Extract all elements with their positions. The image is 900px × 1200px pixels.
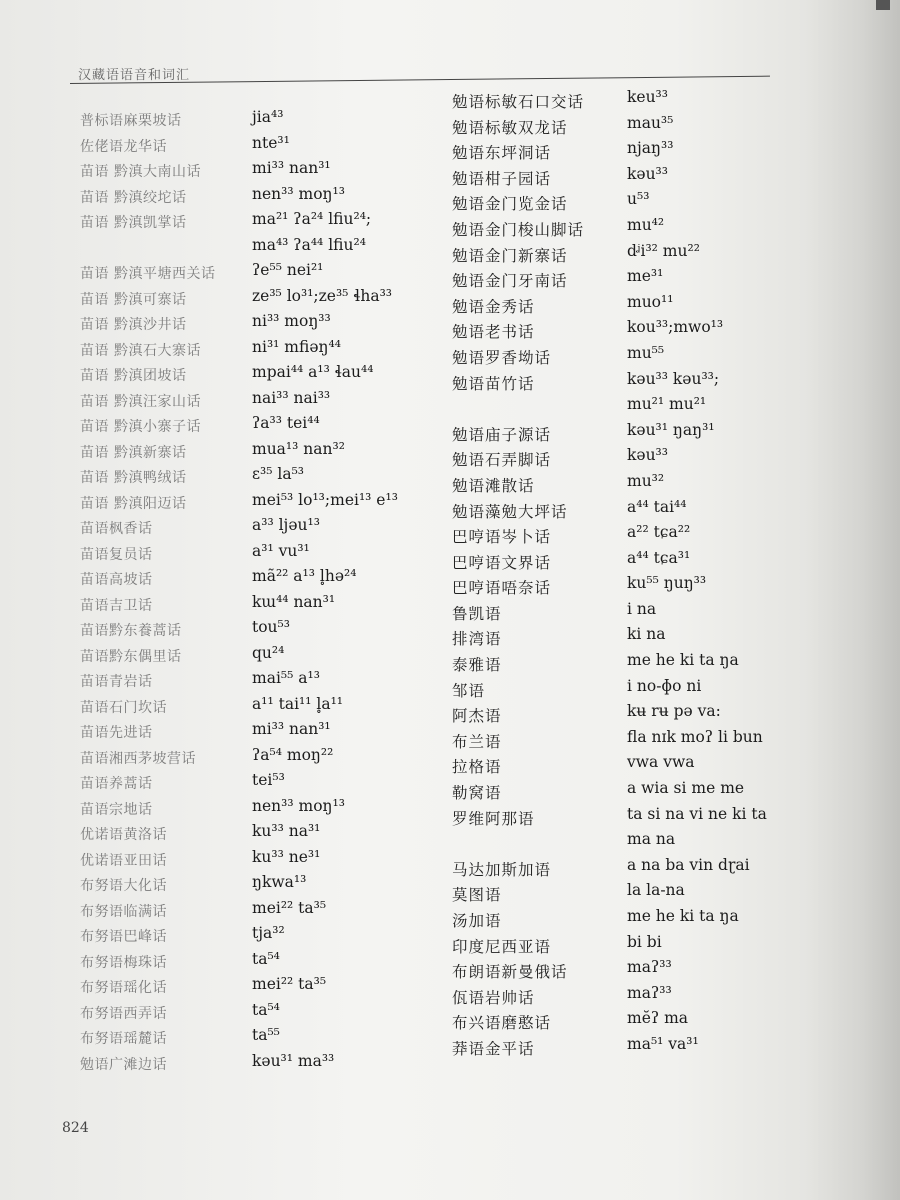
word-form: tja³²	[252, 924, 285, 942]
word-form: mu³²	[627, 471, 665, 490]
entry-row	[80, 926, 420, 952]
entry-row	[80, 110, 420, 136]
entry-row	[452, 164, 822, 193]
entry-row	[80, 875, 420, 901]
entry-row	[452, 960, 822, 986]
entry-row	[452, 241, 822, 270]
language-name: 苗语黔东偶里话	[80, 648, 182, 665]
word-form: me he ki ta ŋa	[627, 907, 739, 925]
word-form: mei²² ta³⁵	[252, 975, 327, 993]
language-name: 邹语	[452, 681, 486, 700]
entry-row	[80, 212, 420, 238]
entry-row	[80, 314, 420, 340]
word-form: i na	[627, 599, 657, 618]
entry-row	[452, 932, 822, 961]
right-column	[452, 90, 822, 1063]
language-name: 苗语 黔滇鸭绒话	[80, 470, 187, 486]
language-name: 普标语麻栗坡话	[80, 113, 182, 129]
entry-row	[452, 676, 822, 705]
language-name: 勉语苗竹话	[452, 374, 535, 393]
language-name: 勉语藻勉大坪话	[452, 502, 568, 521]
entry-row	[80, 620, 420, 646]
word-form: njaŋ³³	[627, 139, 674, 158]
language-name: 佐佬语龙华话	[80, 138, 167, 155]
entry-row	[452, 525, 822, 551]
word-form: mu²¹ mu²¹	[627, 395, 707, 414]
language-name: 勉语东坪洞话	[452, 144, 552, 163]
entry-row	[452, 292, 822, 321]
language-name: 阿杰语	[452, 707, 502, 726]
word-form: kəu³¹ ŋaŋ³¹	[627, 420, 715, 439]
language-name: 苗语湘西茅坡营话	[80, 750, 196, 767]
entry-row	[80, 490, 420, 519]
word-form: mu⁴²	[627, 215, 665, 234]
entry-row	[452, 141, 822, 167]
word-form: mau³⁵	[627, 113, 674, 132]
language-name: 布努语大化话	[80, 878, 167, 894]
entry-row	[80, 263, 420, 289]
entry-row	[80, 671, 420, 697]
language-name: 苗语高坡话	[80, 572, 153, 588]
language-name: 苗语 黔滇小寨子话	[80, 419, 201, 435]
word-form: bi bi	[627, 932, 662, 951]
language-name: 勉语柑子园话	[452, 169, 552, 188]
entry-row	[80, 796, 420, 825]
language-name: 布努语临满话	[80, 903, 167, 920]
word-form: kou³³;mwo¹³	[627, 318, 724, 337]
entry-row	[80, 133, 420, 162]
entry-row	[80, 898, 420, 927]
language-name: 勉语罗香坳话	[452, 348, 552, 367]
entry-row	[80, 722, 420, 748]
entry-row	[452, 192, 822, 218]
word-form: mã²² a¹³ l̥hə²⁴	[252, 567, 357, 585]
word-form: a³¹ vu³¹	[252, 541, 310, 560]
language-name: 佤语岩帅话	[452, 988, 535, 1007]
entry-row	[452, 397, 822, 423]
language-name: 巴哼语唔奈话	[452, 579, 552, 598]
language-name: 勉语金秀话	[452, 297, 535, 316]
word-form: mua¹³ nan³²	[252, 439, 345, 458]
language-name: 苗语石门坎话	[80, 699, 167, 716]
language-name: 勒窝语	[452, 784, 502, 803]
entry-row	[452, 471, 822, 500]
language-name: 勉语金门牙南话	[452, 272, 568, 291]
word-form: nen³³ moŋ¹³	[252, 184, 345, 203]
word-form: tou⁵³	[252, 618, 290, 636]
entry-row	[80, 824, 420, 850]
word-form: ma⁵¹ va³¹	[627, 1034, 699, 1053]
word-form: kəu³³ kəu³³;	[627, 369, 720, 388]
word-form: ma²¹ ʔa²⁴ lfiu²⁴;	[252, 210, 372, 228]
word-form: jia⁴³	[252, 108, 284, 126]
language-name: 巴哼语岑卜话	[452, 528, 552, 547]
language-name: 布努语瑶化话	[80, 980, 167, 996]
word-form: mei⁵³ lo¹³;mei¹³ e¹³	[252, 490, 398, 509]
word-form: ku³³ ne³¹	[252, 847, 321, 866]
word-form: me³¹	[627, 267, 664, 286]
language-name: 勉语滩散话	[452, 476, 535, 495]
word-form: mai⁵⁵ a¹³	[252, 669, 320, 687]
word-form: qu²⁴	[252, 643, 285, 662]
entry-row	[452, 855, 822, 884]
language-name: 优诺语亚田话	[80, 852, 167, 869]
word-form: kʉ rʉ pə va:	[627, 702, 721, 721]
word-form: a²² tɕa²²	[627, 523, 691, 542]
word-form: ɛ³⁵ la⁵³	[252, 465, 305, 483]
page-corner-mark	[876, 0, 890, 10]
language-name: 苗语先进话	[80, 725, 153, 741]
entry-row	[452, 420, 822, 449]
language-name: 苗语 黔滇平塘西关话	[80, 266, 216, 282]
entry-row	[80, 745, 420, 774]
language-name: 勉语标敏双龙话	[452, 118, 568, 137]
language-name: 排湾语	[452, 630, 502, 649]
word-form: maʔ³³	[627, 958, 672, 977]
word-form: ta⁵⁴	[252, 949, 280, 968]
entry-row	[80, 1028, 420, 1054]
language-name: 苗语 黔滇可寨话	[80, 291, 187, 308]
running-header: 汉藏语语音和词汇	[78, 68, 191, 83]
entry-row	[80, 1051, 420, 1080]
word-form: kəu³¹ ma³³	[252, 1051, 335, 1070]
word-form: ze³⁵ lo³¹;ze³⁵ ɬha³³	[252, 286, 393, 305]
entry-row	[452, 1011, 822, 1037]
language-name: 优诺语黄洛话	[80, 827, 167, 843]
entry-row	[452, 599, 822, 628]
word-form: kɯ⁴⁴ nan³¹	[252, 592, 336, 611]
entry-row	[452, 343, 822, 372]
language-name: 苗语 黔滇阳迈话	[80, 495, 187, 512]
entry-row	[452, 548, 822, 577]
entry-row	[80, 518, 420, 544]
language-name: 勉语金门览金话	[452, 195, 568, 214]
language-name: 拉格语	[452, 758, 502, 777]
entry-row	[80, 569, 420, 595]
word-form: ta si na vi ne ki ta	[627, 804, 767, 823]
word-form: a wia si me me	[627, 779, 745, 798]
word-form: a⁴⁴ tai⁴⁴	[627, 497, 687, 516]
word-form: ki na	[627, 625, 666, 644]
language-name: 印度尼西亚语	[452, 937, 552, 956]
word-form: kəu³³	[627, 446, 668, 465]
word-form: mei²² ta³⁵	[252, 898, 327, 917]
entry-row	[452, 90, 822, 116]
word-form: nen³³ moŋ¹³	[252, 796, 345, 815]
language-name: 苗语黔东養蒿话	[80, 623, 182, 639]
language-name: 勉语金门新寨话	[452, 246, 568, 265]
language-name: 苗语养蒿话	[80, 776, 153, 792]
word-form: a⁴⁴ tɕa³¹	[627, 548, 691, 567]
word-form: me he ki ta ŋa	[627, 651, 739, 670]
word-form: ma⁴³ ʔa⁴⁴ lfiu²⁴	[252, 235, 366, 254]
word-form: muo¹¹	[627, 292, 674, 311]
entry-row	[80, 847, 420, 876]
entry-row	[452, 369, 822, 398]
entry-row	[452, 448, 822, 474]
word-form: nai³³ nai³³	[252, 388, 331, 407]
language-name: 布兴语磨憨话	[452, 1014, 552, 1033]
language-name: 苗语吉卫话	[80, 597, 153, 614]
word-form: a na ba vin dɽai	[627, 855, 750, 874]
entry-row	[80, 773, 420, 799]
language-name: 勉语标敏石口交话	[452, 93, 585, 111]
word-form: ʔa⁵⁴ moŋ²²	[252, 745, 334, 764]
language-name: 勉语石弄脚话	[452, 451, 552, 470]
language-name: 苗语 黔滇石大寨话	[80, 342, 201, 359]
word-form: i no-ɸo ni	[627, 676, 702, 695]
word-form: ʔe⁵⁵ nei²¹	[252, 261, 324, 279]
language-name: 莫图语	[452, 886, 502, 905]
word-form: mĕʔ ma	[627, 1009, 689, 1028]
left-column	[80, 110, 420, 1079]
word-form: fla nɪk moʔ li bun	[627, 727, 763, 746]
language-name: 勉语庙子源话	[452, 425, 552, 444]
word-form: tei⁵³	[252, 771, 285, 789]
entry-row	[80, 365, 420, 391]
language-name: 布朗语新曼俄话	[452, 963, 568, 982]
entry-row	[452, 653, 822, 679]
language-name: 罗维阿那语	[452, 809, 535, 828]
entry-row	[80, 235, 420, 264]
language-name: 勉语广滩边话	[80, 1056, 167, 1073]
language-name: 苗语 黔滇团坡话	[80, 368, 187, 384]
language-name: 布努语瑶麓话	[80, 1031, 167, 1047]
word-form: ŋkwa¹³	[252, 873, 307, 891]
entry-row	[452, 909, 822, 935]
language-name: 布努语巴峰话	[80, 929, 167, 945]
word-form: ni³³ moŋ³³	[252, 312, 331, 330]
word-form: mpai⁴⁴ a¹³ ɬau⁴⁴	[252, 363, 374, 381]
language-name: 苗语 黔滇绞坨话	[80, 189, 187, 206]
language-name: 苗语 黔滇沙井话	[80, 317, 187, 333]
entry-row	[80, 1000, 420, 1029]
word-form: a¹¹ tai¹¹ l̥a¹¹	[252, 694, 344, 713]
word-form: ku⁵⁵ ŋuŋ³³	[627, 574, 707, 593]
language-name: 布努语西弄话	[80, 1005, 167, 1022]
word-form: mu⁵⁵	[627, 343, 665, 362]
language-name: 鲁凯语	[452, 604, 502, 623]
word-form: la la-na	[627, 881, 685, 900]
language-name: 苗语 黔滇新寨话	[80, 444, 187, 461]
language-name: 布兰语	[452, 732, 502, 751]
language-name: 苗语复员话	[80, 546, 153, 563]
entry-row	[452, 832, 822, 858]
entry-row	[452, 983, 822, 1012]
word-form: u⁵³	[627, 190, 650, 209]
word-form: ta⁵⁴	[252, 1000, 280, 1019]
entry-row	[80, 439, 420, 468]
entry-row	[80, 592, 420, 621]
language-name: 勉语老书话	[452, 323, 535, 342]
word-form: ta⁵⁵	[252, 1026, 280, 1044]
language-name: 苗语 黔滇凯掌话	[80, 215, 187, 231]
entry-row	[452, 576, 822, 602]
language-name: 汤加语	[452, 912, 502, 930]
word-form: ni³¹ mfiəŋ⁴⁴	[252, 337, 341, 356]
word-form: keu³³	[627, 88, 668, 106]
entry-row	[452, 704, 822, 730]
language-name: 巴哼语文界话	[452, 553, 552, 572]
word-form: ma na	[627, 830, 676, 849]
language-name: 马达加斯加语	[452, 860, 552, 879]
entry-row	[452, 727, 822, 756]
entry-row	[452, 804, 822, 833]
entry-row	[80, 161, 420, 187]
entry-row	[80, 694, 420, 723]
word-form: ku³³ na³¹	[252, 822, 321, 840]
entry-row	[80, 286, 420, 315]
entry-row	[80, 337, 420, 366]
entry-row	[452, 320, 822, 346]
entry-row	[80, 949, 420, 978]
page-number: 824	[62, 1120, 89, 1136]
entry-row	[452, 497, 822, 526]
entry-row	[80, 541, 420, 570]
word-form: nte³¹	[252, 133, 290, 152]
entry-row	[452, 627, 822, 653]
entry-row	[80, 416, 420, 442]
word-form: a³³ ljəu¹³	[252, 516, 320, 534]
word-form: mi³³ nan³¹	[252, 159, 331, 177]
entry-row	[80, 643, 420, 672]
language-name: 苗语 黔滇大南山话	[80, 164, 201, 180]
entry-row	[80, 184, 420, 213]
language-name: 莽语金平话	[452, 1039, 535, 1058]
language-name: 苗语青岩话	[80, 674, 153, 690]
entry-row	[80, 388, 420, 417]
entry-row	[452, 883, 822, 909]
language-name: 布努语梅珠话	[80, 954, 167, 971]
word-form: ʔa³³ tei⁴⁴	[252, 414, 320, 432]
language-name: 苗语 黔滇汪家山话	[80, 393, 201, 410]
entry-row	[452, 1034, 822, 1063]
language-name: 苗语枫香话	[80, 521, 153, 537]
entry-row	[80, 977, 420, 1003]
word-form: vwa vwa	[627, 753, 695, 772]
word-form: maʔ³³	[627, 983, 672, 1002]
entry-row	[80, 467, 420, 493]
word-form: mi³³ nan³¹	[252, 720, 331, 738]
entry-row	[452, 781, 822, 807]
language-name: 泰雅语	[452, 656, 502, 675]
language-name: 勉语金门梭山脚话	[452, 220, 585, 239]
entry-row	[452, 215, 822, 244]
entry-row	[452, 113, 822, 142]
entry-row	[452, 269, 822, 295]
language-name: 苗语宗地话	[80, 801, 153, 818]
word-form: kəu³³	[627, 164, 668, 183]
word-form: dᶨi³² mu²²	[627, 241, 700, 260]
entry-row	[452, 755, 822, 781]
